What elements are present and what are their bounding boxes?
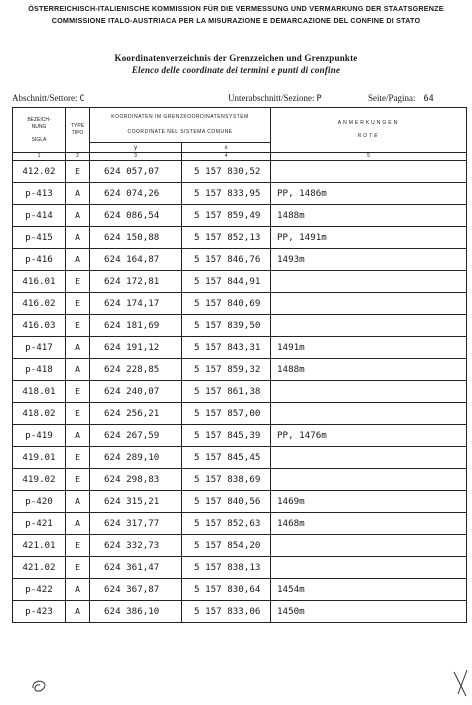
table-row [13,205,467,227]
table-row [13,491,467,513]
subsection-label: Unterabschnitt/Sezione: [228,93,315,103]
table-row [13,381,467,403]
table-row [13,337,467,359]
column-header-coordinates: KOORDINATEN IM GRENZKOORDINATENSYSTEM COORDINATE NEL SISTEMA COMUNE [90,108,271,143]
point-note [271,469,467,491]
table-row [13,601,467,623]
coord-y: 624 315,21 [90,491,182,513]
commission-name-german: ÖSTERREICHISCH-ITALIENISCHE KOMMISSION FÜR DIE VERMESSUNG UND VERMARKUNG DER STAATSGRENZE [28,4,444,13]
coord-x: 5 157 844,91 [182,271,271,293]
coord-y: 624 367,87 [90,579,182,601]
point-note [271,271,467,293]
point-type: E [66,447,90,469]
point-id: 416.02 [13,293,66,315]
point-type: A [66,513,90,535]
coord-x: 5 157 839,50 [182,315,271,337]
point-type: A [66,579,90,601]
point-type: E [66,403,90,425]
coord-x: 5 157 859,32 [182,359,271,381]
point-id: p-422 [13,579,66,601]
table-row [13,161,467,183]
coord-x: 5 157 838,69 [182,469,271,491]
point-note [271,161,467,183]
table-row [13,249,467,271]
document-title-italian: Elenco delle coordinate dei termini e punti di confine [131,65,341,75]
point-type: A [66,601,90,623]
point-type: E [66,535,90,557]
coord-x: 5 157 859,49 [182,205,271,227]
coord-x: 5 157 852,13 [182,227,271,249]
column-header-y: y [90,143,182,153]
point-id: p-421 [13,513,66,535]
point-note: 1454m [271,579,467,601]
point-note: 1469m [271,491,467,513]
table-body [13,161,467,623]
table-row [13,513,467,535]
table-row [13,447,467,469]
table-row [13,469,467,491]
table-row [13,535,467,557]
point-type: A [66,249,90,271]
point-id: p-420 [13,491,66,513]
point-type: E [66,469,90,491]
coord-y: 624 074,26 [90,183,182,205]
point-note: 1488m [271,205,467,227]
point-note: 1450m [271,601,467,623]
point-note [271,447,467,469]
point-id: 419.02 [13,469,66,491]
table-row [13,557,467,579]
point-id: p-423 [13,601,66,623]
table-row [13,271,467,293]
column-number: 3 [90,153,182,161]
point-note [271,535,467,557]
coord-y: 624 240,07 [90,381,182,403]
point-note: PP, 1486m [271,183,467,205]
point-note: 1493m [271,249,467,271]
table-row [13,293,467,315]
point-id: p-416 [13,249,66,271]
column-number: 5 [271,153,467,161]
coord-x: 5 157 854,20 [182,535,271,557]
point-type: A [66,183,90,205]
table-row [13,315,467,337]
column-header-type: TYPE TIPO [66,108,90,153]
point-type: E [66,161,90,183]
coord-x: 5 157 852,63 [182,513,271,535]
point-id: 416.03 [13,315,66,337]
coord-y: 624 256,21 [90,403,182,425]
subsection-value: P [316,94,322,104]
coord-x: 5 157 846,76 [182,249,271,271]
coord-x: 5 157 830,52 [182,161,271,183]
coord-x: 5 157 830,64 [182,579,271,601]
commission-name-italian: COMMISSIONE ITALO-AUSTRIACA PER LA MISURAZIONE E DEMARCAZIONE DEL CONFINE DI STATO [51,16,421,25]
point-type: E [66,315,90,337]
handwritten-mark-icon [30,676,52,694]
coord-y: 624 298,83 [90,469,182,491]
point-id: p-417 [13,337,66,359]
point-note [271,293,467,315]
coord-x: 5 157 845,39 [182,425,271,447]
coord-x: 5 157 833,95 [182,183,271,205]
subsection-field [228,93,322,104]
coord-x: 5 157 861,38 [182,381,271,403]
page-number: 64 [423,94,434,104]
point-id: p-414 [13,205,66,227]
coord-y: 624 361,47 [90,557,182,579]
column-header-x: x [182,143,271,153]
coord-x: 5 157 838,13 [182,557,271,579]
coord-y: 624 086,54 [90,205,182,227]
point-type: E [66,271,90,293]
table-row [13,359,467,381]
point-id: p-415 [13,227,66,249]
point-type: A [66,491,90,513]
column-header-notes: ANMERKUNGEN NOTE [271,108,467,153]
point-id: p-413 [13,183,66,205]
section-value: C [79,94,85,104]
table-row [13,183,467,205]
point-id: p-418 [13,359,66,381]
column-number: 4 [182,153,271,161]
document-title-german: Koordinatenverzeichnis der Grenzzeichen und Grenzpunkte [114,53,358,63]
coord-x: 5 157 840,69 [182,293,271,315]
point-note: PP, 1491m [271,227,467,249]
point-id: 419.01 [13,447,66,469]
point-type: E [66,293,90,315]
coord-y: 624 267,59 [90,425,182,447]
section-field [12,93,85,104]
point-note: PP, 1476m [271,425,467,447]
point-note: 1468m [271,513,467,535]
point-note [271,557,467,579]
coord-x: 5 157 845,45 [182,447,271,469]
point-note [271,381,467,403]
point-type: A [66,227,90,249]
point-id: p-419 [13,425,66,447]
table-row [13,425,467,447]
point-id: 418.01 [13,381,66,403]
coord-y: 624 057,07 [90,161,182,183]
point-id: 421.01 [13,535,66,557]
point-note: 1488m [271,359,467,381]
coord-x: 5 157 857,00 [182,403,271,425]
point-type: E [66,557,90,579]
handwritten-cross-icon [452,668,470,698]
point-note [271,403,467,425]
point-id: 418.02 [13,403,66,425]
point-type: A [66,205,90,227]
coord-y: 624 164,87 [90,249,182,271]
coord-y: 624 150,88 [90,227,182,249]
coord-y: 624 332,73 [90,535,182,557]
point-id: 421.02 [13,557,66,579]
point-id: 412.02 [13,161,66,183]
coord-y: 624 181,69 [90,315,182,337]
column-number: 1 [13,153,66,161]
point-type: E [66,381,90,403]
point-note [271,315,467,337]
coord-y: 624 386,10 [90,601,182,623]
column-number: 2 [66,153,90,161]
table-row [13,579,467,601]
coord-x: 5 157 840,56 [182,491,271,513]
coord-y: 624 317,77 [90,513,182,535]
coord-y: 624 289,10 [90,447,182,469]
table-row [13,227,467,249]
page-label: Seite/Pagina: [368,93,416,103]
point-type: A [66,425,90,447]
page-field [368,93,434,104]
coord-x: 5 157 843,31 [182,337,271,359]
point-type: A [66,359,90,381]
point-type: A [66,337,90,359]
point-id: 416.01 [13,271,66,293]
table-row [13,403,467,425]
coord-y: 624 174,17 [90,293,182,315]
coord-y: 624 228,85 [90,359,182,381]
coord-y: 624 172,81 [90,271,182,293]
column-header-designation: BEZEICH- NUNG SIGLA [13,108,66,153]
section-label: Abschnitt/Settore: [12,93,78,103]
point-note: 1491m [271,337,467,359]
coord-y: 624 191,12 [90,337,182,359]
coord-x: 5 157 833,06 [182,601,271,623]
coordinate-table [12,107,467,623]
